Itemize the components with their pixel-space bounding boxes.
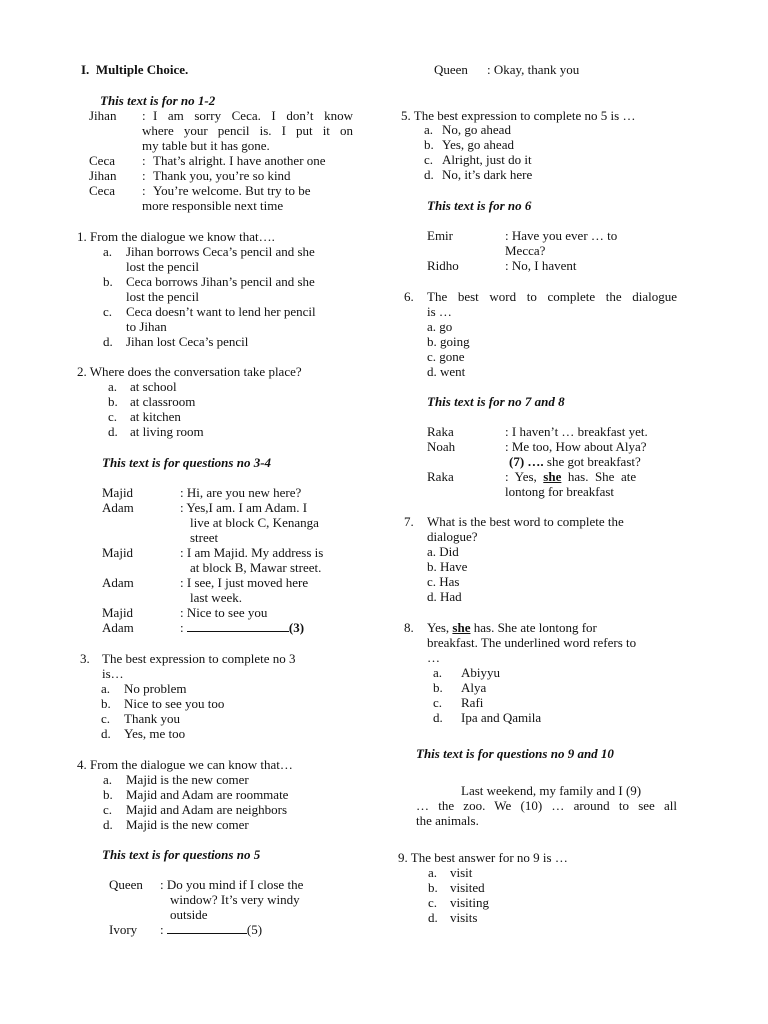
underlined-word: she bbox=[543, 469, 562, 484]
option-letter: a. bbox=[433, 665, 443, 680]
dialog-line: You’re welcome. But try to be bbox=[153, 183, 311, 198]
option-text: at school bbox=[130, 379, 177, 394]
option-text: Thank you bbox=[124, 711, 180, 726]
dialog-line bbox=[509, 454, 641, 469]
option-text: Majid and Adam are neighbors bbox=[126, 802, 288, 817]
option-text: Majid and Adam are roommate bbox=[126, 787, 289, 802]
question-stem: 4. From the dialogue we can know that… bbox=[77, 757, 293, 772]
speaker: Majid bbox=[102, 545, 134, 560]
speaker: Ceca bbox=[89, 183, 115, 198]
colon: : bbox=[160, 922, 164, 937]
option-text: Yes, go ahead bbox=[442, 137, 514, 152]
blank-marker: (3) bbox=[288, 620, 305, 635]
blank-line bbox=[187, 620, 289, 632]
option-text: visiting bbox=[450, 895, 490, 910]
stem-text: has. She ate lontong for bbox=[470, 620, 597, 635]
question-stem: 9. The best answer for no 9 is … bbox=[398, 850, 568, 865]
question-stem: The best word to complete the dialogue bbox=[427, 289, 677, 304]
option-letter: b. bbox=[428, 880, 438, 895]
speaker: Emir bbox=[427, 228, 453, 243]
blank-marker: (7) …. bbox=[509, 454, 544, 469]
question-stem: 5. The best expression to complete no 5 is … bbox=[401, 108, 636, 123]
option-item: c. gone bbox=[427, 349, 465, 364]
question-stem bbox=[427, 620, 597, 635]
speaker: Adam bbox=[102, 575, 134, 590]
option-letter: d. bbox=[103, 817, 113, 832]
option-letter: b. bbox=[101, 696, 111, 711]
option-text: Nice to see you too bbox=[124, 696, 225, 711]
option-text: visited bbox=[450, 880, 485, 895]
text-caption-9-10: This text is for questions no 9 and 10 bbox=[416, 746, 614, 761]
speaker: Raka bbox=[427, 469, 454, 484]
option-text: Yes, me too bbox=[124, 726, 186, 741]
text-caption-1-2: This text is for no 1-2 bbox=[100, 93, 216, 108]
dialog-line: last week. bbox=[190, 590, 242, 605]
option-text: lost the pencil bbox=[126, 259, 199, 274]
speaker: Adam bbox=[102, 500, 134, 515]
passage-line: the animals. bbox=[416, 813, 479, 828]
dialog-line: : Me too, How about Alya? bbox=[505, 439, 647, 454]
dialog-line: : I haven’t … breakfast yet. bbox=[505, 424, 648, 439]
question-stem: The best expression to complete no 3 bbox=[102, 651, 296, 666]
colon: : bbox=[180, 620, 184, 635]
dialog-line: : Nice to see you bbox=[180, 605, 268, 620]
option-text: at classroom bbox=[130, 394, 196, 409]
question-stem: 1. From the dialogue we know that…. bbox=[77, 229, 275, 244]
dialog-line: Mecca? bbox=[505, 243, 546, 258]
dialog-text: has. She ate bbox=[561, 469, 637, 484]
option-text: Majid is the new comer bbox=[126, 817, 249, 832]
option-text: Ceca borrows Jihan’s pencil and she bbox=[126, 274, 315, 289]
option-letter: a. bbox=[428, 865, 438, 880]
option-letter: b. bbox=[108, 394, 118, 409]
dialog-line: more responsible next time bbox=[142, 198, 284, 213]
option-text: No problem bbox=[124, 681, 187, 696]
option-text: No, it’s dark here bbox=[442, 167, 533, 182]
dialog-line: : Okay, thank you bbox=[487, 62, 580, 77]
dialog-line: That’s alright. I have another one bbox=[153, 153, 326, 168]
speaker: Ridho bbox=[427, 258, 459, 273]
option-letter: c. bbox=[103, 802, 113, 817]
answer-blank-3 bbox=[180, 620, 304, 635]
dialog-line: : Yes,I am. I am Adam. I bbox=[180, 500, 308, 515]
option-letter: c. bbox=[424, 152, 434, 167]
colon: : bbox=[142, 183, 146, 198]
dialog-line: : I am Majid. My address is bbox=[180, 545, 324, 560]
question-number: 3. bbox=[80, 651, 90, 666]
dialog-line: lontong for breakfast bbox=[505, 484, 615, 499]
option-letter: b. bbox=[433, 680, 443, 695]
option-text: Abiyyu bbox=[461, 665, 500, 680]
option-item: a. Did bbox=[427, 544, 459, 559]
option-letter: d. bbox=[101, 726, 111, 741]
option-letter: a. bbox=[424, 122, 434, 137]
text-caption-5: This text is for questions no 5 bbox=[102, 847, 261, 862]
option-letter: d. bbox=[433, 710, 443, 725]
question-stem: What is the best word to complete the bbox=[427, 514, 624, 529]
option-letter: c. bbox=[108, 409, 118, 424]
option-letter: b. bbox=[103, 787, 113, 802]
speaker: Majid bbox=[102, 485, 134, 500]
option-text: Rafi bbox=[461, 695, 484, 710]
question-stem: breakfast. The underlined word refers to bbox=[427, 635, 637, 650]
option-letter: c. bbox=[101, 711, 111, 726]
dialog-line: : Hi, are you new here? bbox=[180, 485, 302, 500]
speaker: Ivory bbox=[109, 922, 138, 937]
option-item: c. Has bbox=[427, 574, 460, 589]
option-text: Ipa and Qamila bbox=[461, 710, 542, 725]
option-letter: b. bbox=[103, 274, 113, 289]
speaker: Noah bbox=[427, 439, 456, 454]
blank-marker: (5) bbox=[246, 922, 263, 937]
option-letter: a. bbox=[108, 379, 118, 394]
question-stem: … bbox=[427, 650, 440, 665]
dialog-line: : Do you mind if I close the bbox=[160, 877, 304, 892]
dialog-line: : No, I havent bbox=[505, 258, 577, 273]
speaker: Raka bbox=[427, 424, 454, 439]
option-letter: c. bbox=[103, 304, 113, 319]
option-text: Jihan lost Ceca’s pencil bbox=[126, 334, 249, 349]
blank-line bbox=[167, 922, 247, 934]
option-letter: d. bbox=[108, 424, 118, 439]
section-heading: I. Multiple Choice. bbox=[81, 62, 189, 77]
passage-line: Last weekend, my family and I (9) bbox=[461, 783, 642, 798]
option-letter: a. bbox=[103, 772, 113, 787]
option-letter: a. bbox=[103, 244, 113, 259]
question-stem: dialogue? bbox=[427, 529, 478, 544]
option-letter: a. bbox=[101, 681, 111, 696]
option-letter: c. bbox=[433, 695, 443, 710]
dialog-text: she got breakfast? bbox=[543, 454, 641, 469]
option-item: d. Had bbox=[427, 589, 462, 604]
option-letter: c. bbox=[428, 895, 438, 910]
colon: : bbox=[142, 153, 146, 168]
option-item: b. going bbox=[427, 334, 470, 349]
dialog-line: my table but it has gone. bbox=[142, 138, 270, 153]
option-text: at kitchen bbox=[130, 409, 181, 424]
speaker: Queen bbox=[109, 877, 143, 892]
speaker: Adam bbox=[102, 620, 134, 635]
option-item: a. go bbox=[427, 319, 453, 334]
option-text: Alright, just do it bbox=[442, 152, 532, 167]
dialog-line: window? It’s very windy bbox=[170, 892, 300, 907]
option-text: Ceca doesn’t want to lend her pencil bbox=[126, 304, 316, 319]
dialog-line: street bbox=[190, 530, 219, 545]
option-letter: d. bbox=[428, 910, 438, 925]
text-caption-6: This text is for no 6 bbox=[427, 198, 532, 213]
speaker: Ceca bbox=[89, 153, 115, 168]
speaker: Queen bbox=[434, 62, 468, 77]
stem-text: Yes, bbox=[427, 620, 453, 635]
option-text: visits bbox=[450, 910, 478, 925]
question-number: 7. bbox=[404, 514, 414, 529]
dialog-line: : Have you ever … to bbox=[505, 228, 618, 243]
question-stem: is… bbox=[102, 666, 124, 681]
option-text: No, go ahead bbox=[442, 122, 511, 137]
colon: : bbox=[142, 108, 146, 123]
dialog-line: : I see, I just moved here bbox=[180, 575, 309, 590]
question-number: 6. bbox=[404, 289, 414, 304]
underlined-word: she bbox=[452, 620, 471, 635]
option-text: to Jihan bbox=[126, 319, 167, 334]
option-item: b. Have bbox=[427, 559, 468, 574]
dialog-line: Thank you, you’re so kind bbox=[153, 168, 291, 183]
dialog-line: live at block C, Kenanga bbox=[190, 515, 319, 530]
dialog-line bbox=[505, 469, 636, 484]
speaker: Majid bbox=[102, 605, 134, 620]
option-text: Alya bbox=[461, 680, 487, 695]
option-letter: b. bbox=[424, 137, 434, 152]
option-text: lost the pencil bbox=[126, 289, 199, 304]
option-item: d. went bbox=[427, 364, 466, 379]
question-stem: 2. Where does the conversation take place? bbox=[77, 364, 302, 379]
option-text: at living room bbox=[130, 424, 204, 439]
option-text: Jihan borrows Ceca’s pencil and she bbox=[126, 244, 315, 259]
answer-blank-5 bbox=[160, 922, 262, 937]
question-stem: is … bbox=[427, 304, 452, 319]
question-number: 8. bbox=[404, 620, 414, 635]
option-letter: d. bbox=[424, 167, 434, 182]
option-letter: d. bbox=[103, 334, 113, 349]
dialog-line: at block B, Mawar street. bbox=[190, 560, 322, 575]
colon: : bbox=[142, 168, 146, 183]
passage-line: … the zoo. We (10) … around to see all bbox=[416, 798, 677, 813]
text-caption-7-8: This text is for no 7 and 8 bbox=[427, 394, 565, 409]
dialog-text: : Yes, bbox=[505, 469, 544, 484]
text-caption-3-4: This text is for questions no 3-4 bbox=[102, 455, 272, 470]
dialog-line: I am sorry Ceca. I don’t know bbox=[153, 108, 353, 123]
dialog-line: where your pencil is. I put it on bbox=[142, 123, 353, 138]
option-text: Majid is the new comer bbox=[126, 772, 249, 787]
option-text: visit bbox=[450, 865, 473, 880]
speaker: Jihan bbox=[89, 108, 117, 123]
speaker: Jihan bbox=[89, 168, 117, 183]
dialog-line: outside bbox=[170, 907, 208, 922]
